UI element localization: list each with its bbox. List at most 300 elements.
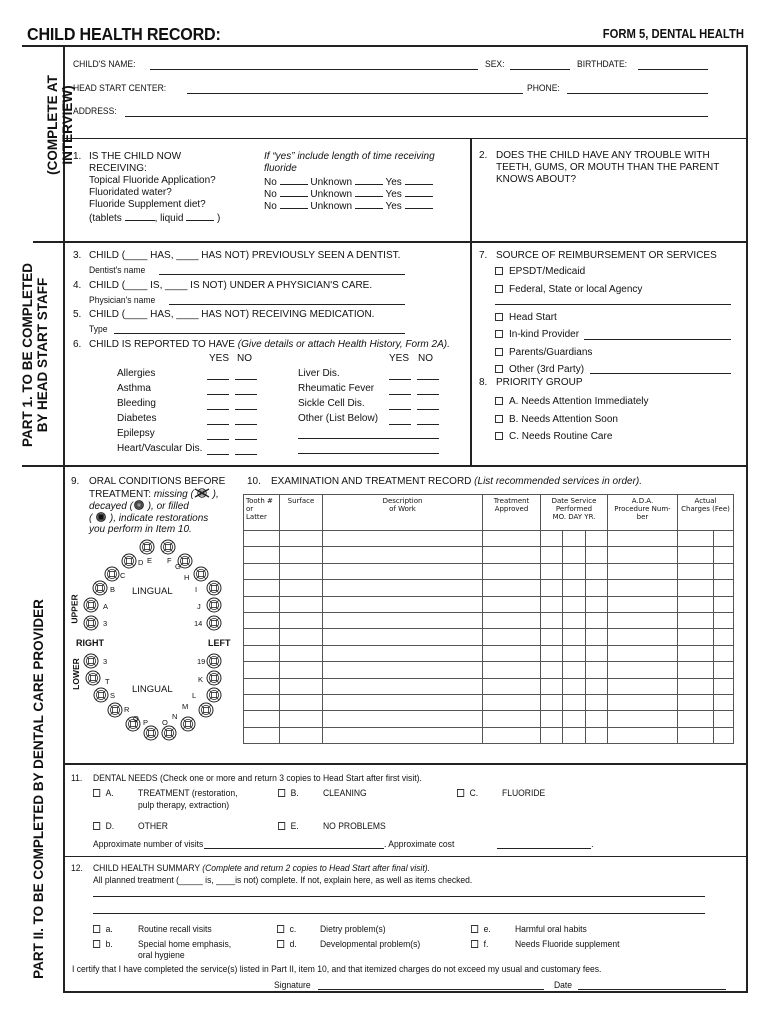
medication-type-label: Type	[89, 324, 108, 335]
need-c-label: FLUORIDE	[502, 788, 546, 799]
day-cell[interactable]	[563, 629, 586, 645]
sickle-no-field[interactable]	[417, 409, 439, 410]
summary-b-label: Special home emphasis,	[138, 939, 232, 950]
q3-number: 3.	[73, 250, 82, 261]
charges-dollars-cell[interactable]	[678, 727, 714, 743]
year-cell[interactable]	[586, 612, 608, 628]
table-row	[244, 612, 734, 628]
approved-cell[interactable]	[483, 612, 541, 628]
month-cell[interactable]	[541, 547, 563, 563]
table-row	[244, 629, 734, 645]
signature-field[interactable]	[318, 989, 544, 990]
lower-tooth-label: Q	[133, 714, 139, 723]
upper-label: UPPER	[69, 594, 80, 624]
supplement-no-field[interactable]	[280, 199, 308, 209]
heart-no-field[interactable]	[235, 454, 257, 455]
tooth-icon[interactable]	[206, 597, 222, 613]
approved-cell[interactable]	[483, 662, 541, 678]
ada-cell[interactable]	[608, 563, 678, 579]
option-head-start[interactable]: Head Start	[495, 312, 557, 324]
diabetes-yes-field[interactable]	[207, 424, 229, 425]
explain-line-2[interactable]	[93, 913, 705, 914]
checkbox[interactable]	[277, 940, 284, 948]
day-cell[interactable]	[563, 678, 586, 694]
approved-cell[interactable]	[483, 694, 541, 710]
q7-number: 7.	[479, 250, 488, 261]
day-cell[interactable]	[563, 596, 586, 612]
description-cell[interactable]	[323, 547, 483, 563]
checkbox[interactable]	[471, 940, 478, 948]
priority-b[interactable]: B. Needs Attention Soon	[495, 414, 618, 426]
summary-a[interactable]: a.	[93, 924, 113, 936]
need-c[interactable]: C.	[457, 788, 478, 800]
q3-text: CHILD (____ HAS, ____ HAS NOT) PREVIOUSLY SEEN A DENTIST.	[89, 250, 401, 261]
checkbox[interactable]	[495, 313, 503, 321]
approved-cell[interactable]	[483, 596, 541, 612]
surface-cell[interactable]	[280, 612, 323, 628]
year-cell[interactable]	[586, 727, 608, 743]
tooth-cell[interactable]	[244, 629, 280, 645]
day-cell[interactable]	[563, 580, 586, 596]
diabetes-no-field[interactable]	[235, 424, 257, 425]
q8-number: 8.	[479, 377, 488, 388]
charges-cents-cell[interactable]	[714, 645, 734, 661]
need-b-label: CLEANING	[323, 788, 367, 799]
description-cell[interactable]	[323, 596, 483, 612]
surface-cell[interactable]	[280, 645, 323, 661]
ada-cell[interactable]	[608, 645, 678, 661]
year-cell[interactable]	[586, 596, 608, 612]
tooth-icon[interactable]	[206, 653, 222, 669]
q6-yes-header-left: YES	[209, 353, 230, 364]
rheumatic-no-field[interactable]	[417, 394, 439, 395]
surface-cell[interactable]	[280, 596, 323, 612]
description-cell[interactable]	[323, 727, 483, 743]
ada-cell[interactable]	[608, 629, 678, 645]
left-label: LEFT	[208, 638, 231, 648]
ada-cell[interactable]	[608, 580, 678, 596]
month-cell[interactable]	[541, 563, 563, 579]
checkbox[interactable]	[93, 822, 100, 830]
charges-dollars-cell[interactable]	[678, 711, 714, 727]
approved-cell[interactable]	[483, 678, 541, 694]
q10-title: EXAMINATION AND TREATMENT RECORD (List recommended services in order).	[271, 476, 643, 487]
explain-line-1[interactable]	[93, 896, 705, 897]
year-cell[interactable]	[586, 629, 608, 645]
month-cell[interactable]	[541, 694, 563, 710]
ada-cell[interactable]	[608, 596, 678, 612]
federal-agency-field[interactable]	[495, 304, 731, 305]
approved-cell[interactable]	[483, 563, 541, 579]
tooth-icon[interactable]	[104, 566, 120, 582]
tablets-field[interactable]	[125, 211, 155, 221]
charges-cents-cell[interactable]	[714, 727, 734, 743]
other-party-field[interactable]	[590, 373, 731, 374]
water-yes-field[interactable]	[405, 187, 433, 197]
description-cell[interactable]	[323, 678, 483, 694]
topical-unknown-field[interactable]	[355, 175, 383, 185]
option-parents[interactable]: Parents/Guardians	[495, 347, 592, 359]
tooth-icon[interactable]	[206, 670, 222, 686]
upper-tooth-label: E	[147, 556, 153, 565]
year-cell[interactable]	[586, 678, 608, 694]
option-epsdt[interactable]: EPSDT/Medicaid	[495, 266, 585, 278]
ada-cell[interactable]	[608, 678, 678, 694]
lower-label: LOWER	[70, 658, 81, 690]
day-cell[interactable]	[563, 547, 586, 563]
charges-dollars-cell[interactable]	[678, 563, 714, 579]
q7-title: SOURCE OF REIMBURSEMENT OR SERVICES	[496, 250, 717, 261]
day-cell[interactable]	[563, 727, 586, 743]
other-condition-line-1[interactable]	[298, 438, 439, 439]
need-d[interactable]: D.	[93, 821, 114, 833]
table-row	[244, 580, 734, 596]
month-cell[interactable]	[541, 596, 563, 612]
sickle-yes-field[interactable]	[389, 409, 411, 410]
year-cell[interactable]	[586, 563, 608, 579]
charges-dollars-cell[interactable]	[678, 580, 714, 596]
tooth-cell[interactable]	[244, 662, 280, 678]
tooth-cell[interactable]	[244, 580, 280, 596]
month-cell[interactable]	[541, 580, 563, 596]
col-approved: Treatment Approved	[483, 495, 541, 531]
other-yes-field[interactable]	[389, 424, 411, 425]
birthdate-field[interactable]	[638, 69, 708, 70]
bleeding-yes-field[interactable]	[207, 409, 229, 410]
charges-cents-cell[interactable]	[714, 547, 734, 563]
need-a[interactable]: A.	[93, 788, 114, 800]
side-label-part2: PART II. TO BE COMPLETED BY DENTAL CARE PROVIDER	[31, 599, 46, 979]
lower-tooth-label: S	[110, 691, 116, 700]
tooth-icon[interactable]	[83, 597, 99, 613]
asthma-no-field[interactable]	[235, 394, 257, 395]
ada-cell[interactable]	[608, 711, 678, 727]
checkbox[interactable]	[93, 789, 100, 797]
bottom-frame-border	[63, 991, 748, 993]
approved-cell[interactable]	[483, 645, 541, 661]
checkbox[interactable]	[457, 789, 464, 797]
checkbox[interactable]	[495, 267, 503, 275]
condition-diabetes: Diabetes	[117, 413, 157, 424]
tooth-icon[interactable]	[121, 553, 137, 569]
tooth-icon[interactable]	[143, 725, 159, 741]
tooth-cell[interactable]	[244, 531, 280, 547]
need-b[interactable]: B.	[278, 788, 299, 800]
charges-cents-cell[interactable]	[714, 563, 734, 579]
tooth-icon[interactable]	[83, 615, 99, 631]
summary-e-label: Harmful oral habits	[515, 924, 587, 935]
approved-cell[interactable]	[483, 727, 541, 743]
summary-a-label: Routine recall visits	[138, 924, 212, 935]
tooth-icon[interactable]	[93, 687, 109, 703]
visits-field[interactable]	[204, 848, 384, 849]
ada-cell[interactable]	[608, 662, 678, 678]
col-date: Date Service Performed MO. DAY YR.	[541, 495, 608, 531]
need-e[interactable]: E.	[278, 821, 299, 833]
tooth-icon[interactable]	[85, 670, 101, 686]
surface-cell[interactable]	[280, 547, 323, 563]
ada-cell[interactable]	[608, 531, 678, 547]
tooth-cell[interactable]	[244, 547, 280, 563]
decayed-tooth-icon	[133, 500, 145, 510]
day-cell[interactable]	[563, 711, 586, 727]
charges-cents-cell[interactable]	[714, 531, 734, 547]
tooth-icon[interactable]	[92, 580, 108, 596]
checkbox[interactable]	[278, 822, 285, 830]
charges-dollars-cell[interactable]	[678, 596, 714, 612]
summary-c[interactable]: c.	[277, 924, 296, 936]
day-cell[interactable]	[563, 612, 586, 628]
charges-cents-cell[interactable]	[714, 629, 734, 645]
surface-cell[interactable]	[280, 727, 323, 743]
year-cell[interactable]	[586, 547, 608, 563]
condition-other: Other (List Below)	[298, 413, 379, 424]
description-cell[interactable]	[323, 662, 483, 678]
month-cell[interactable]	[541, 645, 563, 661]
tooth-icon[interactable]	[139, 539, 155, 555]
water-no-field[interactable]	[280, 187, 308, 197]
description-cell[interactable]	[323, 694, 483, 710]
upper-tooth-label: B	[110, 585, 116, 594]
lower-tooth-label: N	[172, 712, 178, 721]
q1-item-supplement: Fluoride Supplement diet?	[89, 199, 206, 210]
q1-question-line2: RECEIVING:	[89, 163, 147, 174]
supplement-yes-field[interactable]	[405, 199, 433, 209]
charges-dollars-cell[interactable]	[678, 547, 714, 563]
tooth-icon[interactable]	[206, 615, 222, 631]
charges-cents-cell[interactable]	[714, 662, 734, 678]
tooth-icon[interactable]	[83, 653, 99, 669]
surface-cell[interactable]	[280, 531, 323, 547]
dentist-name-field[interactable]	[159, 274, 405, 275]
tooth-cell[interactable]	[244, 596, 280, 612]
year-cell[interactable]	[586, 711, 608, 727]
q1-number: 1.	[73, 151, 82, 162]
charges-dollars-cell[interactable]	[678, 612, 714, 628]
description-cell[interactable]	[323, 612, 483, 628]
checkbox[interactable]	[471, 925, 478, 933]
charges-cents-cell[interactable]	[714, 678, 734, 694]
charges-dollars-cell[interactable]	[678, 678, 714, 694]
ada-cell[interactable]	[608, 547, 678, 563]
month-cell[interactable]	[541, 678, 563, 694]
lingual-lower-label: LINGUAL	[132, 684, 173, 695]
lower-tooth-label: M	[182, 702, 189, 711]
liver-no-field[interactable]	[417, 379, 439, 380]
tooth-icon[interactable]	[107, 702, 123, 718]
month-cell[interactable]	[541, 629, 563, 645]
description-cell[interactable]	[323, 563, 483, 579]
option-in-kind[interactable]: In-kind Provider	[495, 329, 579, 341]
date-field[interactable]	[578, 989, 726, 990]
checkbox[interactable]	[495, 415, 503, 423]
sex-field[interactable]	[510, 69, 570, 70]
month-cell[interactable]	[541, 612, 563, 628]
surface-cell[interactable]	[280, 662, 323, 678]
tooth-cell[interactable]	[244, 612, 280, 628]
other-condition-line-2[interactable]	[298, 453, 439, 454]
ada-cell[interactable]	[608, 727, 678, 743]
surface-cell[interactable]	[280, 711, 323, 727]
year-cell[interactable]	[586, 580, 608, 596]
condition-rheumatic: Rheumatic Fever	[298, 383, 375, 394]
option-other-party[interactable]: Other (3rd Party)	[495, 364, 584, 376]
charges-cents-cell[interactable]	[714, 612, 734, 628]
charges-dollars-cell[interactable]	[678, 531, 714, 547]
approved-cell[interactable]	[483, 629, 541, 645]
checkbox[interactable]	[93, 940, 100, 948]
summary-e[interactable]: e.	[471, 924, 491, 936]
address-field[interactable]	[125, 116, 708, 117]
summary-f[interactable]: f.	[471, 939, 488, 951]
year-cell[interactable]	[586, 662, 608, 678]
day-cell[interactable]	[563, 563, 586, 579]
q10-number: 10.	[247, 476, 261, 487]
day-cell[interactable]	[563, 645, 586, 661]
month-cell[interactable]	[541, 662, 563, 678]
charges-dollars-cell[interactable]	[678, 662, 714, 678]
checkbox[interactable]	[277, 925, 284, 933]
medication-type-field[interactable]	[114, 333, 405, 334]
summary-c-label: Dietry problem(s)	[320, 924, 386, 935]
checkbox[interactable]	[93, 925, 100, 933]
epilepsy-no-field[interactable]	[235, 439, 257, 440]
q12-number: 12.	[71, 863, 83, 874]
physician-name-field[interactable]	[169, 304, 405, 305]
surface-cell[interactable]	[280, 580, 323, 596]
lower-tooth-label: R	[124, 705, 130, 714]
heart-yes-field[interactable]	[207, 454, 229, 455]
checkbox[interactable]	[495, 365, 503, 373]
asthma-yes-field[interactable]	[207, 394, 229, 395]
phone-field[interactable]	[567, 93, 708, 94]
approved-cell[interactable]	[483, 580, 541, 596]
description-cell[interactable]	[323, 580, 483, 596]
topical-no-field[interactable]	[280, 175, 308, 185]
epilepsy-yes-field[interactable]	[207, 439, 229, 440]
year-cell[interactable]	[586, 645, 608, 661]
surface-cell[interactable]	[280, 629, 323, 645]
lower-tooth-label: P	[143, 718, 149, 727]
in-kind-provider-field[interactable]	[584, 339, 731, 340]
month-cell[interactable]	[541, 711, 563, 727]
need-a-label: TREATMENT (restoration,	[138, 788, 238, 799]
day-cell[interactable]	[563, 694, 586, 710]
q1-hint-line1: If “yes” include length of time receiving	[264, 151, 435, 162]
approved-cell[interactable]	[483, 547, 541, 563]
tooth-icon[interactable]	[161, 725, 177, 741]
head-start-center-field[interactable]	[187, 93, 523, 94]
q1-hint-line2: fluoride	[264, 163, 297, 174]
condition-heart: Heart/Vascular Dis.	[117, 443, 203, 454]
month-cell[interactable]	[541, 727, 563, 743]
tooth-icon[interactable]	[198, 702, 214, 718]
liver-yes-field[interactable]	[389, 379, 411, 380]
checkbox[interactable]	[495, 348, 503, 356]
day-cell[interactable]	[563, 662, 586, 678]
tooth-cell[interactable]	[244, 645, 280, 661]
description-cell[interactable]	[323, 711, 483, 727]
liquid-field[interactable]	[186, 211, 214, 221]
lower-tooth-label: O	[162, 718, 168, 727]
summary-d[interactable]: d.	[277, 939, 297, 951]
tooth-icon[interactable]	[160, 539, 176, 555]
childs-name-field[interactable]	[150, 69, 478, 70]
tooth-icon[interactable]	[180, 716, 196, 732]
charges-cents-cell[interactable]	[714, 596, 734, 612]
supplement-unknown-field[interactable]	[355, 199, 383, 209]
approved-cell[interactable]	[483, 531, 541, 547]
surface-cell[interactable]	[280, 563, 323, 579]
table-row	[244, 694, 734, 710]
col-charges: Actual Charges (Fee)	[678, 495, 734, 531]
water-unknown-field[interactable]	[355, 187, 383, 197]
charges-cents-cell[interactable]	[714, 711, 734, 727]
priority-a[interactable]: A. Needs Attention Immediately	[495, 396, 649, 408]
q1-tablets-liquid: (tablets , liquid )	[89, 213, 221, 224]
topical-yes-field[interactable]	[405, 175, 433, 185]
description-cell[interactable]	[323, 629, 483, 645]
tooth-cell[interactable]	[244, 694, 280, 710]
charges-dollars-cell[interactable]	[678, 694, 714, 710]
day-cell[interactable]	[563, 531, 586, 547]
month-cell[interactable]	[541, 531, 563, 547]
q1-options-supplement: No Unknown Yes	[264, 199, 433, 213]
priority-c[interactable]: C. Needs Routine Care	[495, 431, 612, 443]
ada-cell[interactable]	[608, 694, 678, 710]
charges-dollars-cell[interactable]	[678, 645, 714, 661]
charges-cents-cell[interactable]	[714, 694, 734, 710]
phone-label: PHONE:	[527, 83, 560, 94]
col-description: Description of Work	[323, 495, 483, 531]
checkbox[interactable]	[495, 330, 503, 338]
tooth-cell[interactable]	[244, 711, 280, 727]
surface-cell[interactable]	[280, 678, 323, 694]
surface-cell[interactable]	[280, 694, 323, 710]
divider-q1-q2	[470, 138, 472, 242]
year-cell[interactable]	[586, 531, 608, 547]
charges-cents-cell[interactable]	[714, 580, 734, 596]
table-header-row	[244, 495, 734, 531]
option-federal[interactable]: Federal, State or local Agency	[495, 284, 642, 296]
description-cell[interactable]	[323, 531, 483, 547]
tooth-cell[interactable]	[244, 678, 280, 694]
approved-cell[interactable]	[483, 711, 541, 727]
bleeding-no-field[interactable]	[235, 409, 257, 410]
summary-b[interactable]: b.	[93, 939, 113, 951]
upper-tooth-label: A	[103, 602, 109, 611]
other-no-field[interactable]	[417, 424, 439, 425]
tooth-icon[interactable]	[206, 687, 222, 703]
checkbox[interactable]	[495, 397, 503, 405]
allergies-no-field[interactable]	[235, 379, 257, 380]
tooth-cell[interactable]	[244, 727, 280, 743]
checkbox[interactable]	[278, 789, 285, 797]
tooth-cell[interactable]	[244, 563, 280, 579]
tooth-icon[interactable]	[206, 580, 222, 596]
divider-q6-q7	[470, 241, 472, 466]
ada-cell[interactable]	[608, 612, 678, 628]
description-cell[interactable]	[323, 645, 483, 661]
allergies-yes-field[interactable]	[207, 379, 229, 380]
year-cell[interactable]	[586, 694, 608, 710]
rheumatic-yes-field[interactable]	[389, 394, 411, 395]
checkbox[interactable]	[495, 285, 503, 293]
treatment-record-table	[243, 494, 734, 744]
cost-field[interactable]	[497, 848, 591, 849]
checkbox[interactable]	[495, 432, 503, 440]
charges-dollars-cell[interactable]	[678, 629, 714, 645]
